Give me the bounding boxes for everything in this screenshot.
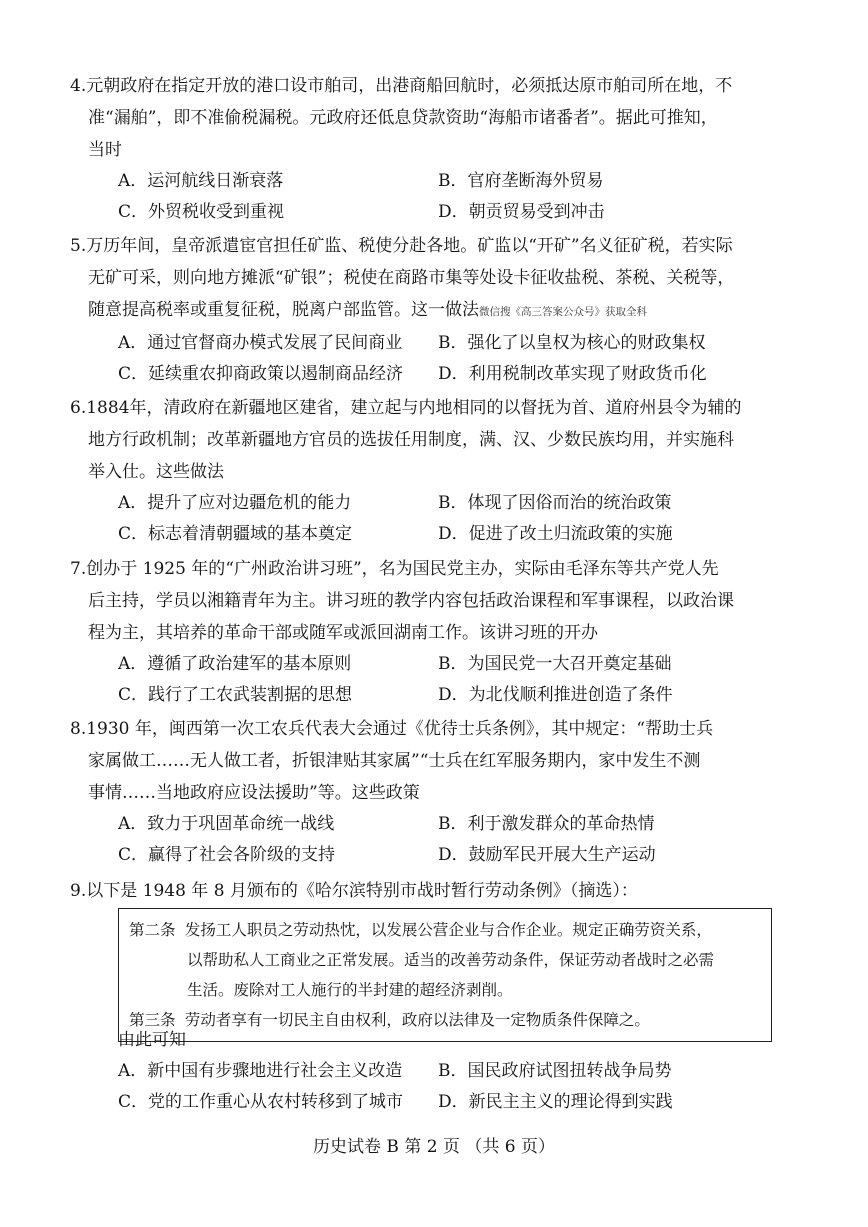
options-row <box>88 519 808 550</box>
article-2-title: 第二条 <box>129 921 176 939</box>
option-b[interactable]: B．国民政府试图扭转战争局势 <box>438 1061 672 1081</box>
article-2-line-2: 以帮助私人工商业之正常发展。适当的改善劳动条件，保证劳动者战时之必需 <box>187 951 715 969</box>
option-c[interactable]: C．党的工作重心从农村转移到了城市 <box>118 1092 404 1112</box>
question-6-line-1: 6.1884年，清政府在新疆地区建省，建立起与内地相同的以督抚为首、道府州县令为辅的 <box>70 398 742 418</box>
option-b[interactable]: B．官府垄断海外贸易 <box>438 171 604 191</box>
question-number: 4. <box>70 76 87 96</box>
article-3-title: 第三条 <box>129 1011 176 1029</box>
option-d[interactable]: D．朝贡贸易受到冲击 <box>438 202 605 222</box>
question-7 <box>70 553 808 711</box>
option-d[interactable]: D．鼓励军民开展大生产运动 <box>438 845 656 865</box>
article-2-line-1: 第二条 发扬工人职员之劳动热忱，以发展公营企业与合作企业。规定正确劳资关系， <box>129 921 712 939</box>
options-row <box>88 680 808 711</box>
question-7-line-1: 7.创办于 1925 年的“广州政治讲习班”，名为国民党主办，实际由毛泽东等共产党人先 <box>70 559 719 579</box>
question-5 <box>70 230 808 390</box>
option-c[interactable]: C．延续重农抑商政策以遏制商品经济 <box>118 364 404 384</box>
options-row <box>88 359 808 390</box>
question-5-line-3: 随意提高税率或重复征税，脱离户部监管。这一做法微信搜《高三答案公众号》获取全科 <box>88 300 647 320</box>
options-row <box>88 197 808 228</box>
option-c[interactable]: C．践行了工农武装割据的思想 <box>118 685 353 705</box>
option-c[interactable]: C．标志着清朝疆域的基本奠定 <box>118 524 353 544</box>
question-6 <box>70 392 808 550</box>
question-4 <box>70 70 808 228</box>
regulation-excerpt-box <box>118 908 772 1042</box>
option-a[interactable]: A．致力于巩固革命统一战线 <box>118 814 335 834</box>
option-d[interactable]: D．促进了改土归流政策的实施 <box>438 524 673 544</box>
question-5-line-2: 无矿可采，则向地方摊派“矿银”；税使在商路市集等处设卡征收盐税、茶税、关税等， <box>88 268 735 288</box>
question-8-line-1: 8.1930 年，闽西第一次工农兵代表大会通过《优待士兵条例》，其中规定：“帮助士兵 <box>70 719 714 739</box>
question-7-line-2: 后主持，学员以湘籍青年为主。讲习班的教学内容包括政治课程和军事课程，以政治课 <box>88 591 734 611</box>
option-d[interactable]: D．利用税制改革实现了财政货币化 <box>438 364 707 384</box>
option-c[interactable]: C．赢得了社会各阶级的支持 <box>118 845 336 865</box>
options-row <box>88 328 808 359</box>
question-6-line-3: 举入仕。这些做法 <box>88 462 224 482</box>
option-a[interactable]: A．提升了应对边疆危机的能力 <box>118 493 352 513</box>
article-2-line-3: 生活。废除对工人施行的半封建的超经济剥削。 <box>187 981 513 999</box>
option-a[interactable]: A．遵循了政治建军的基本原则 <box>118 654 352 674</box>
watermark-text: 微信搜《高三答案公众号》获取全科 <box>479 306 647 318</box>
question-8-line-2: 家属做工……无人做工者，折银津贴其家属”“士兵在红军服务期内，家中发生不测 <box>88 751 701 771</box>
option-a[interactable]: A．运河航线日渐衰落 <box>118 171 284 191</box>
question-number: 7. <box>70 559 87 579</box>
question-number: 9. <box>70 881 87 901</box>
question-4-line-1: 4.元朝政府在指定开放的港口设市舶司，出港商船回航时，必须抵达原市舶司所在地，不 <box>70 76 733 96</box>
options-row <box>88 649 808 680</box>
option-a[interactable]: A．新中国有步骤地进行社会主义改造 <box>118 1061 403 1081</box>
question-5-line-1: 5.万历年间，皇帝派遣宦官担任矿监、税使分赴各地。矿监以“开矿”名义征矿税，若实际 <box>70 236 733 256</box>
options-row <box>88 488 808 519</box>
options-row <box>88 1087 808 1118</box>
question-number: 8. <box>70 719 87 739</box>
options-row <box>88 809 808 840</box>
option-b[interactable]: B．为国民党一大召开奠定基础 <box>438 654 672 674</box>
options-row <box>88 840 808 871</box>
option-d[interactable]: D．为北伐顺利推进创造了条件 <box>438 685 673 705</box>
question-number: 5. <box>70 236 87 256</box>
question-8-line-3: 事情……当地政府应设法援助”等。这些政策 <box>88 783 420 803</box>
question-9 <box>70 875 808 907</box>
question-9-line-1: 9.以下是 1948 年 8 月颁布的《哈尔滨特别市战时暂行劳动条例》（摘选）： <box>70 881 638 901</box>
option-a[interactable]: A．通过官督商办模式发展了民间商业 <box>118 333 403 353</box>
question-9-options <box>88 1024 808 1118</box>
option-b[interactable]: B．强化了以皇权为核心的财政集权 <box>438 333 706 353</box>
option-b[interactable]: B．利于激发群众的革命热情 <box>438 814 655 834</box>
question-number: 6. <box>70 398 87 418</box>
page-footer: 历史试卷 B 第 2 页 （共 6 页） <box>313 1137 555 1157</box>
options-row <box>88 1056 808 1087</box>
article-3-line: 第三条 劳动者享有一切民主自由权利，政府以法律及一定物质条件保障之。 <box>129 1011 650 1029</box>
question-4-line-2: 准“漏舶”，即不准偷税漏税。元政府还低息贷款资助“海船市诸番者”。据此可推知， <box>88 108 718 128</box>
option-c[interactable]: C．外贸税收受到重视 <box>118 202 285 222</box>
question-9-stem-after: 由此可知 <box>118 1030 186 1050</box>
options-row <box>88 166 808 197</box>
question-4-line-3: 当时 <box>88 140 122 160</box>
question-7-line-3: 程为主，其培养的革命干部或随军或派回湖南工作。该讲习班的开办 <box>88 623 598 643</box>
option-b[interactable]: B．体现了因俗而治的统治政策 <box>438 493 672 513</box>
option-d[interactable]: D．新民主主义的理论得到实践 <box>438 1092 673 1112</box>
question-8 <box>70 713 808 871</box>
question-6-line-2: 地方行政机制；改革新疆地方官员的选拔任用制度，满、汉、少数民族均用，并实施科 <box>88 430 734 450</box>
